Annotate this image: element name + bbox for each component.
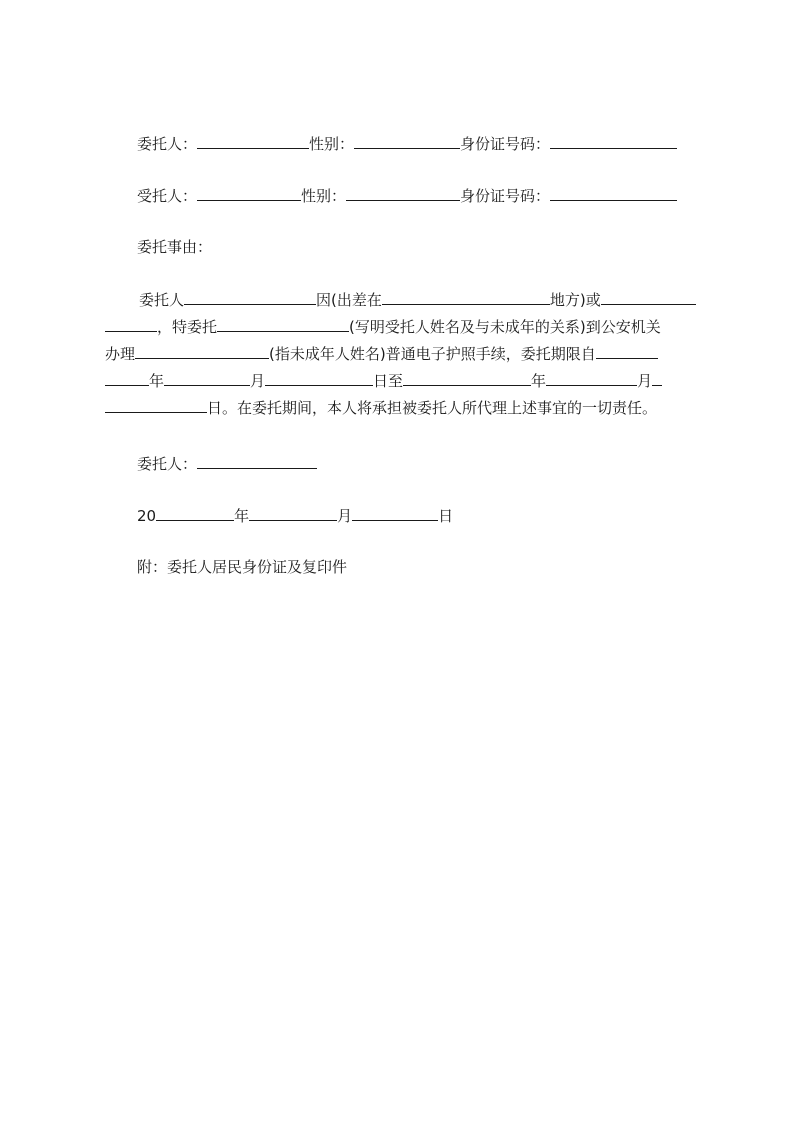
body-paragraph xyxy=(105,287,701,422)
agent-line xyxy=(137,185,677,206)
blank-start-year-b[interactable] xyxy=(105,370,149,386)
attachment-note: 附：委托人居民身份证及复印件 xyxy=(137,558,348,576)
blank-agent-relation[interactable] xyxy=(217,316,349,332)
agent-id-label: 身份证号码： xyxy=(460,187,551,205)
text-special-entrust: ，特委托 xyxy=(157,318,218,336)
date-year-blank[interactable] xyxy=(156,505,234,521)
agent-name-blank[interactable] xyxy=(197,185,301,201)
paragraph-line-5 xyxy=(105,395,701,422)
signature-label: 委托人： xyxy=(137,455,198,473)
blank-end-month-tail[interactable] xyxy=(652,370,662,386)
blank-start-year-a[interactable] xyxy=(596,343,658,359)
blank-end-year[interactable] xyxy=(403,370,531,386)
text-start-month: 月 xyxy=(250,372,266,390)
reason-label: 委托事由： xyxy=(137,238,213,256)
date-line xyxy=(137,505,453,526)
agent-id-blank[interactable] xyxy=(550,185,677,201)
principal-name-blank[interactable] xyxy=(197,133,309,149)
text-place-or: 地方)或 xyxy=(549,291,601,309)
principal-id-label: 身份证号码： xyxy=(460,135,551,153)
text-end-year: 年 xyxy=(531,372,547,390)
blank-minor-name[interactable] xyxy=(135,343,269,359)
principal-label: 委托人： xyxy=(137,135,198,153)
agent-gender-label: 性别： xyxy=(301,187,347,205)
date-month-label: 月 xyxy=(337,507,353,525)
blank-start-month[interactable] xyxy=(164,370,250,386)
year-prefix: 20 xyxy=(137,507,157,525)
text-relation-note: (写明受托人姓名及与未成年的关系)到公安机关 xyxy=(349,318,661,336)
blank-end-month[interactable] xyxy=(546,370,637,386)
date-day-label: 日 xyxy=(438,507,454,525)
principal-gender-label: 性别： xyxy=(309,135,355,153)
text-handle: 办理 xyxy=(105,345,136,363)
text-principal: 委托人 xyxy=(139,291,185,309)
paragraph-line-4 xyxy=(105,368,701,395)
blank-start-day[interactable] xyxy=(265,370,373,386)
text-end-month: 月 xyxy=(637,372,653,390)
paragraph-line-2 xyxy=(105,314,701,341)
text-responsibility: 日。在委托期间，本人将承担被委托人所代理上述事宜的一切责任。 xyxy=(207,399,658,417)
blank-end-day[interactable] xyxy=(105,397,207,413)
date-year-label: 年 xyxy=(234,507,250,525)
text-due-to-travel: 因(出差在 xyxy=(316,291,382,309)
blank-other-reason-cont[interactable] xyxy=(105,316,157,332)
blank-travel-location[interactable] xyxy=(382,289,550,305)
paragraph-line-3 xyxy=(105,341,701,368)
signature-blank[interactable] xyxy=(197,453,317,469)
text-day-to: 日至 xyxy=(373,372,404,390)
date-day-blank[interactable] xyxy=(352,505,438,521)
blank-principal-name[interactable] xyxy=(184,289,316,305)
agent-label: 受托人： xyxy=(137,187,198,205)
text-start-year: 年 xyxy=(149,372,165,390)
agent-gender-blank[interactable] xyxy=(346,185,460,201)
principal-id-blank[interactable] xyxy=(550,133,677,149)
text-minor-note: (指未成年人姓名)普通电子护照手续，委托期限自 xyxy=(269,345,596,363)
paragraph-line-1 xyxy=(105,287,701,314)
principal-line xyxy=(137,133,677,154)
blank-other-reason[interactable] xyxy=(601,289,696,305)
principal-gender-blank[interactable] xyxy=(354,133,460,149)
date-month-blank[interactable] xyxy=(249,505,337,521)
signature-line xyxy=(137,453,317,474)
